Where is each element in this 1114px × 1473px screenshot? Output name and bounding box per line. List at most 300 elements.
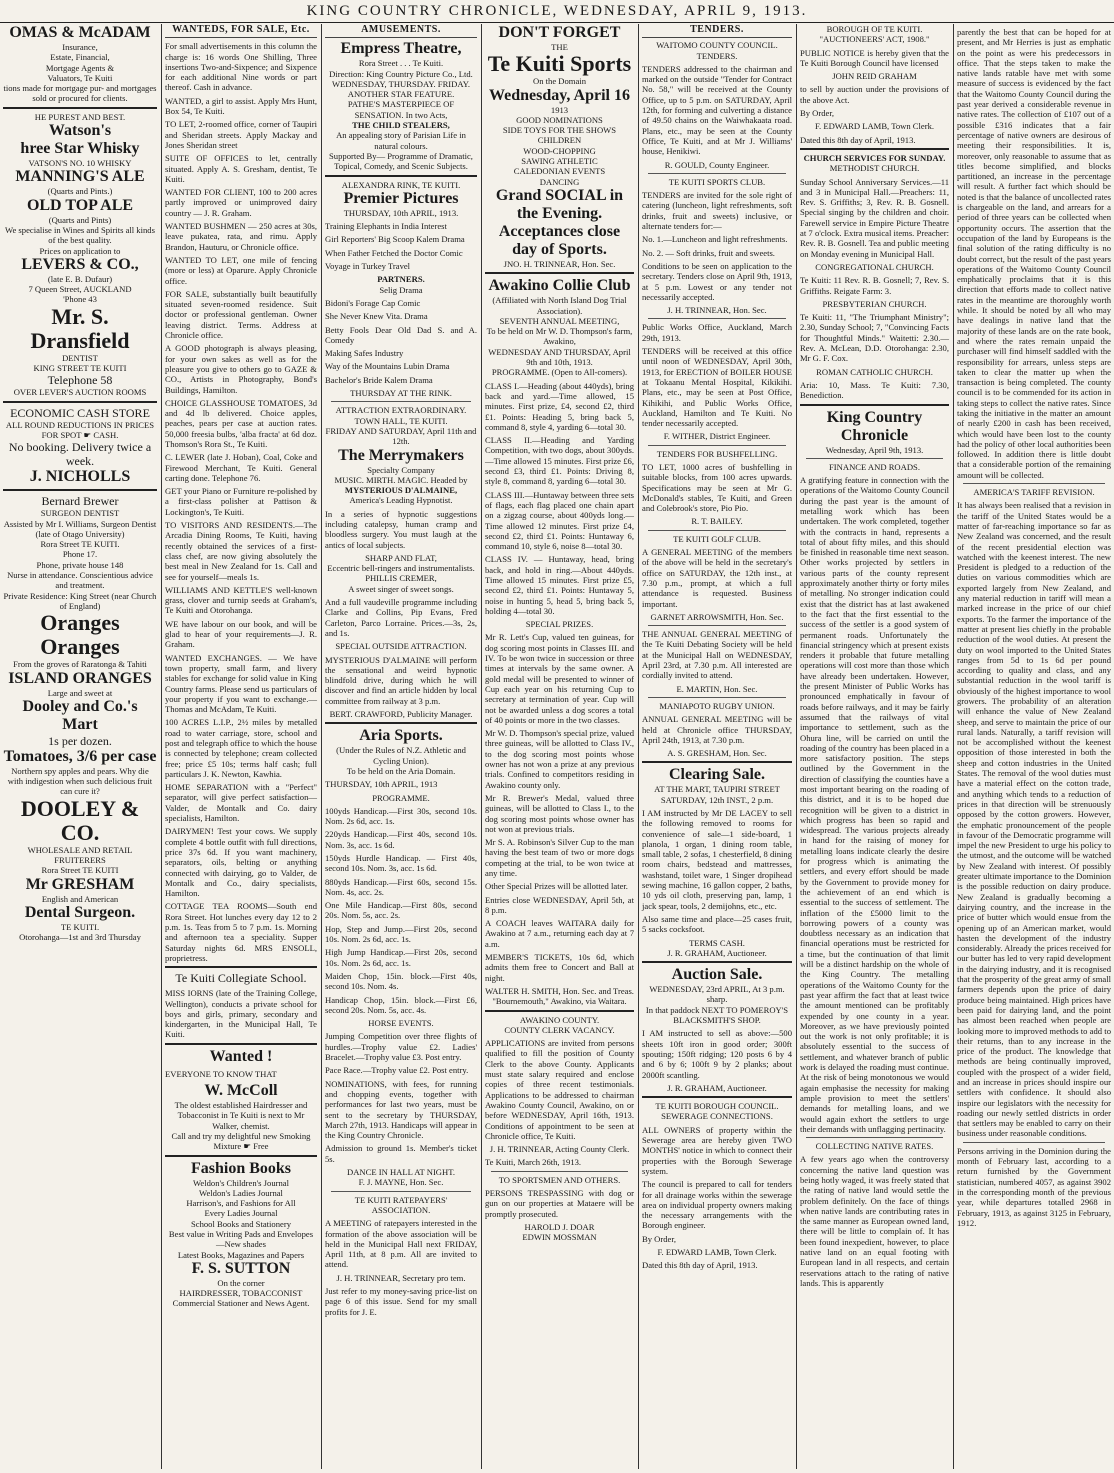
text-line: TE KUITI GOLF CLUB. — [673, 533, 761, 544]
text-line: Phone, private house 148 — [36, 559, 124, 570]
headline: Dooley and Co.'s Mart — [22, 697, 138, 733]
notice-text: WILLIAMS AND KETTLE'S well-known grass, clover and turnip seeds at Graham's, Te Kuiti and Otorohanga. — [165, 584, 317, 616]
notice-text: MYSTERIOUS D'ALMAINE will perform the sensational and weird hypnotic blindfold drive, during which he will discover and find an article hidden by local committee from railway at 3 p.m. — [325, 654, 477, 706]
text-line: AWAKINO COUNTY. — [519, 1014, 600, 1025]
headline: Clearing Sale. — [669, 766, 765, 784]
headline: OMAS & McADAM — [9, 24, 151, 41]
notice-text: A few years ago when the controversy concerning the native land question was being hotly waged, it was freely stated that the rating of native land would settle the problem definitely. On the face of things when native lands are contributing rates in the same manner as European owned land, there will be little to complain of. It has been found inexpedient, however, to place native land on an equal footing with European land in all respects, and certain reservations attach to the rating of native lands. This is apparently — [800, 1154, 949, 1288]
text-line: Private Residence: King Street (near Church of England) — [3, 590, 157, 611]
rule-divider — [648, 625, 786, 626]
text-line: PHILLIS CREMER, — [365, 573, 437, 584]
notice-text: EVERYONE TO KNOW THAT — [165, 1068, 277, 1079]
text-line: 1913 — [550, 104, 569, 115]
text-line: (Quarts and Pints.) — [47, 186, 113, 197]
text-line: WEDNESDAY, 23rd APRIL, At 3 p.m. sharp. — [649, 984, 785, 1005]
rule-divider — [3, 401, 157, 403]
notice-text: WE have labour on our book, and will be glad to hear of your requirements—J. R. Graham. — [165, 618, 317, 650]
text-line: Specialty Company — [367, 464, 435, 475]
notice-text: Te Kuiti, March 26th, 1913. — [485, 1157, 582, 1168]
text-line: PROGRAMME. (Open to All-comers). — [491, 367, 628, 378]
text-line: HORSE EVENTS. — [368, 1018, 434, 1029]
headline: OLD TOP ALE — [26, 196, 134, 214]
text-line: Eccentric bell-ringers and instrumentalists. — [327, 563, 475, 574]
text-line: DENTIST — [62, 352, 98, 363]
column-6 — [797, 24, 952, 1469]
text-line: E. MARTIN, Hon. Sec. — [676, 683, 758, 694]
headline: Wednesday, April 16 — [489, 86, 630, 104]
notice-text: High Jump Handicap.—First 20s, second 10s. Nom. 2s 6d, acc. 1s. — [325, 947, 477, 968]
text-line: SAWING ATHLETIC — [521, 156, 598, 167]
text-line: Selig Drama — [379, 284, 423, 295]
text-line: EDWIN MOSSMAN — [522, 1232, 597, 1243]
text-line: PARTNERS. — [377, 274, 425, 285]
notice-text: 880yds Handicap.—First 60s, second 15s. Nom. 4s, acc. 2s. — [325, 876, 477, 897]
text-line: Bernard Brewer — [41, 494, 119, 509]
rule-divider — [165, 1155, 317, 1157]
rule-divider — [331, 401, 471, 402]
notice-text: And a full vaudeville programme including Clarke and Collins, Pip Evans, Fred Carleton, Parco Lorraine. Prices.—3s, 2s, and 1s. — [325, 597, 477, 638]
column-5 — [639, 24, 795, 1469]
notice-text: TO LET, 2-roomed office, corner of Taupiri and Sheridan streets. Apply Mackay and Jones Sheridan street — [165, 119, 317, 150]
notice-text: DAIRYMEN! Test your cows. We supply complete 4 bottle outfit with full directions, price 37s 6d. If you want machinery, separators, oils, belting or anything connected with dairying, go to Valder, de Montalk and Co., dairy specialists, Hamilton. — [165, 826, 317, 899]
rule-divider — [491, 1171, 628, 1172]
notice-text: TENDERS will be received at this office until noon of WEDNESDAY, April 30th, 1913, for ERECTION of BOILER HOUSE at Tokaanu Mental Hospital, Kikikihi. Plans, etc., may be seen at Post Office, Kihikihi, and Public Works Office, Auckland, Hamilton and Te Kuiti. No tender necessarily accepted. — [642, 346, 792, 429]
text-line: COUNTY CLERK VACANCY. — [504, 1024, 615, 1035]
text-line: Insurance, — [62, 42, 98, 52]
text-line: Valuators, Te Kuiti — [47, 72, 113, 83]
text-line: To be held on Mr W. D. Thompson's farm, Awakino, — [486, 326, 633, 347]
text-line: ATTRACTION EXTRAORDINARY. — [335, 405, 467, 416]
text-line: METHODIST CHURCH. — [829, 163, 920, 174]
text-line: PROGRAMME. — [372, 792, 430, 803]
notice-text: Bachelor's Bride Kalem Drama — [325, 374, 433, 385]
text-line: MANIAPOTO RUGBY UNION. — [659, 700, 775, 711]
text-line: SPECIAL PRIZES. — [525, 619, 594, 630]
notice-text: Also same time and place—25 cases fruit, 5 sacks cocksfoot. — [642, 913, 792, 935]
rule-divider — [3, 489, 157, 491]
text-line: F. WITHER, District Engineer. — [663, 431, 771, 442]
notice-text: Girl Reporters' Big Scoop Kalem Drama — [325, 234, 465, 245]
text-line: TERMS CASH. — [689, 937, 745, 948]
notice-text: CHOICE GLASSHOUSE TOMATOES, 3d and 4d lb delivered. Choice apples, peaches, pears per case at auction rates. 50,000 freesia bulbs, 'alba fracta' at 6d doz. Thomson's Rora St., Te Kuiti. — [165, 397, 317, 449]
text-line: Nurse in attendance. Conscientious advice and treatment. — [7, 570, 153, 591]
text-line: PRESBYTERIAN CHURCH. — [822, 298, 927, 309]
text-line: Call and try my delightful new Smoking Mixture ☛ Free — [171, 1130, 311, 1152]
text-line: THE — [551, 42, 568, 52]
text-line: Rora Street TE KUITI. — [40, 539, 120, 550]
rule-divider — [963, 1142, 1105, 1143]
text-line: SATURDAY, 12th INST., 2 p.m. — [660, 794, 774, 805]
notice-text: Te Kuiti: 11 Rev. R. B. Gosnell; 7, Rev. S. Griffiths. Reigate Farm: 3. — [800, 275, 949, 296]
text-line: Every Ladies Journal — [204, 1208, 278, 1219]
notice-text: In a series of hypnotic suggestions including catalepsy, human cramp and bloodless surgery. You must laugh at the antics of local subjects. — [325, 508, 477, 550]
column-4 — [482, 24, 637, 1469]
notice-text: By Order, — [642, 1233, 677, 1244]
headline: Empress Theatre, — [340, 40, 462, 58]
notice-text: CLASS III.—Huntaway between three sets of flags, each flag placed one chain apart on a zigzag course, about 400yds long.—Time allowed 12 minutes. First prize £4, second £2, third £1. Points: Huntaway 6, command 10, style 6, noise 8—total 30. — [485, 489, 634, 552]
notice-text: ALL OWNERS of property within the Sewerage area are hereby given TWO MONTHS' notice in which to connect their properties with the Borough Sewerage system. — [642, 1124, 792, 1176]
headline: Awakino Collie Club — [488, 277, 631, 295]
column-3 — [322, 24, 480, 1469]
text-line: ECONOMIC CASH STORE — [10, 405, 150, 420]
text-line: The oldest established Hairdresser and Tobacconist in Te Kuiti is next to Mr Walker, chemist. — [174, 1100, 308, 1131]
notice-text: I AM instructed to sell as above:—500 sheets 10ft iron in good order; 300ft spouting; 150ft ridging; 120 posts 6 by 4 and 6 by 6; 100ft 9 by 2 planks; about 2000ft scantling. — [642, 1028, 792, 1080]
notice-text: WANTED, a girl to assist. Apply Mrs Hunt, Box 54, Te Kuiti. — [165, 95, 317, 117]
notice-text: GET your Piano or Furniture re-polished by a first-class polisher at Pattison & Lockington's, Te Kuiti. — [165, 486, 317, 517]
headline: Aria Sports. — [359, 727, 443, 745]
notice-text: Persons arriving in the Dominion during the month of February last, according to a return furnished by the Government statistician, numbered 4057, as against 3902 in the corresponding month of the previous year, while departures totalled 2968 in February, 1913, as against 3125 in February, 1912. — [957, 1145, 1111, 1228]
text-line: WEDNESDAY AND THURSDAY, April 9th and 10th, 1913. — [488, 346, 631, 368]
text-line: TO SPORTSMEN AND OTHERS. — [498, 1174, 621, 1185]
text-line: SHARP AND FLAT, — [365, 552, 437, 563]
notice-text: One Mile Handicap.—First 80s, second 20s. Nom. 5s, acc. 2s. — [325, 900, 477, 921]
notice-text: Pace Race.—Trophy value £2. Post entry. — [325, 1065, 469, 1076]
text-line: CALEDONIAN EVENTS — [513, 166, 606, 177]
text-line: F. EDWARD LAMB, Town Clerk. — [814, 121, 935, 132]
notice-text: Handicap Chop, 15in. block.—First £6, second 20s. Nom. 5s, acc. 4s. — [325, 994, 477, 1015]
notice-text: A GOOD photograph is always pleasing, for your own sakes as well as for the pleasure you give to others go to GAZE & CO., Artists in Photography, Bond's Buildings, Hamilton. — [165, 343, 317, 395]
text-line: A. S. GRESHAM, Hon. Sec. — [667, 748, 767, 759]
masthead: KING COUNTRY CHRONICLE, WEDNESDAY, APRIL 9, 1913. — [0, 0, 1114, 23]
text-line: J. H. TRINNEAR, Acting County Clerk. — [489, 1144, 630, 1155]
text-line: J. R. GRAHAM, Auctioneer. — [667, 947, 767, 958]
notice-text: PERSONS TRESPASSING with dog or gun on our properties at Mataere will be promptly prosecuted. — [485, 1188, 634, 1219]
notice-text: A gratifying feature in connection with the operations of the Waitomo County Council during the past year is the amount of metalling work which has been undertaken. The work completed, together with the contracts in hand, represents a total of about fifty miles, and this should be finished in reasonable time next season. Other works projected by settlers in various parts of the county represent approximately another thirty or forty miles of metalling. No stronger indication could exist that the district has at last awakened to the fact that the first essential to the success of the settler is a good system of permanent roads. Unfortunately the financial stringency which at present exists renders it probable that future metalling operations will cost more than those which have already been undertaken. However, the present Minister of Public Works has pronounced emphatically in favour of roads before railways, and it may be fairly assumed that the railways of vital importance to settlement, such as the Ohura line, will be carried on until the roading of the country has been placed in a more satisfactory position. The steps outlined by the Government in the direction of classifying the counties have a most important bearing on the roading of this district, and it is to be hoped due recognition will be given to a district in which progress has been so rapid and widespread. The various projects already in hand for the raising of money for metalling loans indicate clearly the desire for progress which is animating the settlers, and every effort should be made by the Government to provide money for the achievement of an end which is essential to the success of settlement. The inflation of the £5000 limit to the borrowing powers of a county was doubtless necessary as an indication that financial operations must be restricted for a time, but the continuation of that limit will be a distinct hardship on the whole of the King Country. The metalling operations of the Waitomo County for the past year affirm the fact that at least twice the amount mentioned can be profitably expended by one county in a year. Moreover, as we have previously pointed out the work is not only profitable; it is absolutely essential to the success of settlement, and whatever branch of public work is delayed the roading must continue. At the risk of being monotonous we would again emphasise the necessity for making ample provision to meet the settlers' demands for metalling loans, and we would again exhort the settlers to urge their demands with unflagging pertinacity. — [800, 475, 949, 1134]
notice-text: MISS IORNS (late of the Training College, Wellington), conducts a private school for boys and girls, primary, secondary and kindergarten, in the Municipal Hall, Te Kuiti. — [165, 988, 317, 1040]
headline: J. NICHOLLS — [29, 468, 131, 486]
text-line: SIDE TOYS FOR THE SHOWS CHILDREN — [502, 125, 617, 146]
text-line: TENDERS. — [696, 50, 738, 61]
headline: King Country Chronicle — [826, 408, 923, 444]
headline: W. McColl — [204, 1082, 278, 1100]
notice-text: It has always been realised that a revision in the tariff of the United States would be a matter of far-reaching importance so far as New Zealand was concerned, and the result of the recent presidential election was watched with the keenest interest. The new President is pledged to a reduction of the duties on various commodities which are exported largely from New Zealand, and any material reduction in tariff will mean a marked increase in the price of our chief exports. To the farmer the importance of the matter at present lies chiefly in the probable reduction of the wool duties. At present the duty on wool imported to the United States ranges from 5d to 1s 6d per pound according to quality and class, and any substantial reduction in the wool tariff is obviously of the highest importance to wool growers. The probability of an alteration will enhance the value of New Zealand sheep, and serve to maintain the price of our rural lands. Naturally, a tariff revision will not be accomplished without the keenest opposition of those interested in both the sheep and cotton industries in the United States. The removal of the wool duties must have a material effect on the cotton trade, and anything which tends to a reduction of prices in that direction will be strenuously opposed by the cotton growers. However, the emphatic pronouncement of the people in favour of the Democratic programme will impel the new President to urge his policy to the utmost, and the outcome will be watched by New Zealand with interest. Of possibly greater ultimate importance to the Dominion is the possible reduction on dairy produce. New Zealand is gradually becoming a dairying country, and the increase in the price of butter which would ensue from the opening up of an American market, would hasten the development of the industry considerably. Already the prices received for our butter has led to very rapid development in the dairying industry, and it is recognised that the prosperity of the great army of small farmers depends upon the price of dairy produce being maintained. High prices have been paid for dairying land, and the point has almost been reached when people are looking more to improved methods to add to their returns, than to any increase in the price of the product. The knowledge that methods are being continually improved, coupled with the prospect of a wider field, and an increase in prices should inspire our settlers with confidence. It should also inspire our legislators with the necessity for roading our newly settled districts in order that settlers may be enabled to carry on their business under reasonable conditions. — [957, 500, 1111, 1139]
text-line: Large and sweet at — [47, 687, 113, 698]
text-line: ALEXANDRA RINK, TE KUITI. — [341, 179, 461, 190]
notice-text: Maiden Chop, 15in. block.—First 40s, second 10s. Nom. 4s. — [325, 970, 477, 992]
text-line: Phone 17. — [62, 549, 98, 560]
rule-divider — [648, 318, 786, 319]
text-line: SEVENTH ANNUAL MEETING, — [499, 315, 620, 326]
rule-divider — [642, 761, 792, 763]
text-line: F. J. MAYNE, Hon. Sec. — [358, 1177, 444, 1188]
notice-text: C. LEWER (late J. Hoban), Coal, Coke and Firewood Merchant, Te Kuiti. General carting done. Telephone 76. — [165, 452, 317, 483]
notice-text: Hop, Step and Jump.—First 20s, second 10s. Nom. 2s 6d, acc. 1s. — [325, 923, 477, 945]
headline: LEVERS & CO., — [21, 255, 139, 273]
notice-text: Voyage in Turkey Travel — [325, 261, 411, 272]
text-line: HE PUREST AND BEST. — [34, 111, 126, 122]
notice-text: A MEETING of ratepayers interested in the formation of the above association will be held in the Municipal Hall next FRIDAY, April 11th, at 8 p.m. All are invited to attend. — [325, 1218, 477, 1270]
notice-text: WANTED FOR CLIENT, 100 to 200 acres partly improved or unimproved dairy country — J. R. Graham. — [165, 187, 317, 218]
text-line: HAROLD J. DOAR — [524, 1221, 595, 1232]
notice-text: Sunday School Anniversary Services.—11 and 3 in Municipal Hall.—Preachers: 11, Rev. S. Griffiths; 3, Rev. R. B. Gosnell. Special singing by the children and choir. Farewell service in Empire Picture Theatre at 7 o'clock. Extra musical items. Preacher: Rev. R. B. Gosnell. Tea and public meeting on Monday evening in Municipal Hall. — [800, 176, 949, 259]
notice-text: HOME SEPARATION with a "Perfect" separator, will give perfect satisfaction—Valder, de Montalk and Co. dairy specialists, Hamilton. — [165, 782, 317, 824]
text-line: Best value in Writing Pads and Envelopes—New shades — [168, 1228, 314, 1250]
notice-text: Jumping Competition over three flights of hurdles.—Trophy value £2. Ladies' Bracelet.—Trophy value £3. Post entry. — [325, 1031, 477, 1063]
rule-divider — [648, 530, 786, 531]
text-line: MUSIC. MIRTH. MAGIC. Headed by — [334, 474, 468, 485]
text-line: CONGREGATIONAL CHURCH. — [815, 261, 934, 272]
headline: DON'T FORGET — [498, 24, 621, 41]
notice-text: Mr R. Lett's Cup, valued ten guineas, for dog scoring most points in Classes III. and IV. To be won twice in succession or three times at intervals by the same owner. A gold medal will be presented to winner of Cup each year on his returning Cup to secretary at termination of year. Cup will not be awarded unless a dog scores a total of 40 points or more in the two classes. — [485, 632, 634, 725]
headline: Wanted ! — [209, 1047, 273, 1065]
text-line: Estate, Financial, — [50, 52, 110, 63]
text-line: On the corner — [217, 1277, 265, 1288]
column-7 — [954, 24, 1114, 1469]
headline: Te Kuiti Sports — [487, 51, 632, 77]
text-line: Commercial Stationer and News Agent. — [172, 1298, 310, 1309]
text-line: R. GOULD, County Engineer. — [664, 159, 770, 170]
text-line: MYSTERIOUS D'ALMAINE, — [344, 485, 458, 496]
text-line: Direction: King Country Picture Co., Ltd. — [329, 68, 473, 79]
text-line: A sweet singer of sweet songs. — [348, 583, 454, 594]
text-line: TE KUITI RATEPAYERS' ASSOCIATION. — [354, 1194, 448, 1215]
notice-text: parently the best that can be hoped for at present, and Mr Herries is just as emphatic on the point as were his predecessors in office. That the steps taken to make the native lands ratable have met with some measure of success is evidenced by the fact that the Waitomo County Council during the past year derived a considerable revenue in native rates. The collection of £107 out of a possible £316 indicates that a fair percentage of native owners are desirous of meeting their responsibilities. It is, moreover, only reasonable to assume that as titles become simplified, and blocks partitioned, an increase in the percentage will result. A further fact which should be noted is that the balance of uncollected rates is chargeable on the land, and arrears for a period of three years can be collected when opportunity occurs. The assertion that the occupation of the land by Europeans is the final solution of the rating difficulty is no doubt correct, but the result of the past years operations of the Waitomo County Council emphatically proclaims that it is this direction that efforts made to collect native rates in the meantime are thoroughly worth while. It should be noted by all who may have dealings in native land that the majority of these lands are on the rate book, and where the rates remain unpaid the purchaser will find himself saddled with the responsibility for arrears, unless steps are taken to clear the matter up when the transaction is being completed. The county council is to be commended for its action in taking steps to collect the native rates. Since taking the initiative in the matter an amount of nearly £200 in cash has been received, which would have been lost to the county had the policy of other local authorities been followed. In addition there is little doubt that a considerable portion of the remaining amount will be collected. — [957, 27, 1111, 480]
headline: Premier Pictures — [343, 189, 459, 207]
text-line: BERT. CRAWFORD, Publicity Manager. — [329, 709, 473, 720]
notice-text: TENDERS addressed to the chairman and marked on the outside "Tender for Contract No. 58," will be received at the County Office, up to 5 p.m. on SATURDAY, April 12th, for forming and culverting a distance of 49.50 chains on the Waiwhakaata road. Plans, etc., may be seen at the County Office, Te Kuiti, and at Mr J. Williams' house, Henikiwi. — [642, 63, 792, 157]
notice-text: 100 ACRES L.I.P., 2½ miles by metalled road to water carriage, store, school and post and telegraph office to which the house is connected by telephone; cream collected free; price £5 10s; terms half cash; full particulars J. K. Newton, Kawhia. — [165, 717, 317, 779]
text-line: America's Leading Hypnotist. — [349, 495, 453, 506]
text-line: Weldon's Children's Journal — [193, 1177, 289, 1188]
rule-divider — [800, 404, 949, 406]
notice-text: Te Kuiti: 11, "The Triumphant Ministry"; 2.30, Sunday School; 7, "Convincing Facts for Thoughtful Minds." Waitetti: 2.30.—Rev. A. McLean, D.D. Otorohanga: 2.30, Mr G. F. Cox. — [800, 312, 949, 364]
notice-text: TO VISITORS AND RESIDENTS.—The Arcadia Dining Rooms, Te Kuiti, having recently obtained the services of a first-class chef, are now giving absolutely the best meal in New Zealand for 1s. Call and see for yourself—meals 1s. — [165, 520, 317, 582]
text-line: Rora Street TE KUITI — [41, 865, 119, 876]
notice-text: When Father Fetched the Doctor Comic — [325, 247, 463, 258]
rule-divider — [3, 107, 157, 109]
text-line: In that paddock NEXT TO POMEROY'S BLACKSMITH'S SHOP. — [645, 1004, 789, 1026]
text-line: (late E. B. Dufaur) — [47, 273, 113, 284]
headline: F. S. SUTTON — [191, 1259, 291, 1277]
notice-text: A COACH leaves WAITARA daily for Awakino at 7 a.m., returning each day at 7 a.m. — [485, 918, 634, 949]
text-line: 1s per dozen. — [48, 733, 112, 748]
text-line: FINANCE AND ROADS. — [829, 461, 920, 472]
rule-divider — [642, 961, 792, 963]
text-line: Mortgage Agents & — [45, 62, 115, 73]
text-line: tions made for mortgage pur- and mortgages sold or procured for clients. — [3, 83, 157, 104]
rule-divider — [642, 1096, 792, 1098]
notice-text: Mr S. A. Robinson's Silver Cup to the man having the best team of two or more dogs competing at the trial, to be won twice at any time. — [485, 837, 634, 878]
notice-text: SUITE OF OFFICES to let, centrally situated. Apply A. S. Gresham, dentist, Te Kuiti. — [165, 153, 317, 184]
headline: Mr GRESHAM — [25, 875, 135, 893]
text-line: JNO. H. TRINNEAR, Hon. Sec. — [503, 258, 616, 269]
text-line: TE KUITI BOROUGH COUNCIL. — [655, 1101, 779, 1112]
text-line: DANCE IN HALL AT NIGHT. — [347, 1167, 455, 1178]
section-heading: AMUSEMENTS. — [325, 24, 477, 38]
notice-text: For small advertisements in this column the charge is: 16 words One Shilling, Three insertions Two-and-Sixpence; and Sixpence for each additional Nine words or part thereof. Cash in advance. — [165, 41, 317, 93]
text-line: DANCING — [539, 176, 580, 187]
section-heading: TENDERS. — [642, 24, 792, 38]
column-2 — [162, 24, 320, 1469]
text-line: English and American — [41, 893, 119, 904]
notice-text: WANTED TO LET, one mile of fencing (more or less) at Oparure. Apply Chronicle office. — [165, 254, 317, 286]
text-line: PATHE'S MASTERPIECE OF SENSATION. In two Acts, — [347, 99, 455, 120]
notice-text: MEMBER'S TICKETS, 10s 6d, which admits them free to Concert and Ball at night. — [485, 952, 634, 983]
notice-text: APPLICATIONS are invited from persons qualified to fill the position of County Clerk to the above County. Applicants must state salary required and enclose copies of three recent testimonials. Applications to be addressed to chairman Awakino County Council, Awakino, on or before WEDNESDAY, April 16th, 1913. Conditions of appointment to be seen at Chronicle office, Te Kuiti. — [485, 1038, 634, 1141]
headline: The Merrymakers — [338, 446, 464, 464]
notice-text: By Order, — [800, 108, 835, 119]
text-line: "AUCTIONEERS' ACT, 1908." — [819, 34, 930, 45]
text-line: (Quarts and Pints) — [48, 214, 112, 225]
notice-text: FOR SALE, substantially built beautifully situated seven-roomed residence. Suit doctor or professional gentleman. Owner leaving district. Terms. Address at Chronicle office. — [165, 288, 317, 341]
text-line: Latest Books, Magazines and Papers — [177, 1249, 305, 1260]
rule-divider — [963, 483, 1105, 484]
notice-text: THE ANNUAL GENERAL MEETING of the Te Kuiti Debating Society will be held at the Municipal Hall on WEDNESDAY, April 23rd, at 7.30 p.m. All interested are cordially invited to attend. — [642, 629, 792, 681]
notice-text: TO LET, 1000 acres of bushfelling in suitable blocks, from 100 acres upwards. Specifications may be seen at Mr G. McDonald's stables, Te Kuiti, and Green and Colebrook's store, Pio Pio. — [642, 461, 792, 514]
rule-divider — [648, 697, 786, 698]
text-line: WALTER H. SMITH, Hon. Sec. and Treas. "Bournemouth," Awakino, via Waitara. — [485, 985, 634, 1007]
text-line: 7 Queen Street, AUCKLAND — [28, 284, 132, 295]
text-line: Te Kuiti Collegiate School. — [175, 971, 307, 986]
rule-divider — [325, 722, 477, 724]
text-line: WHOLESALE AND RETAIL FRUITERERS — [27, 844, 133, 865]
text-line: We specialise in Wines and Spirits all kinds of the best quality. — [5, 224, 155, 246]
rule-divider — [485, 1010, 634, 1012]
notice-text: Making Safes Industry — [325, 348, 404, 359]
text-line: AMERICA'S TARIFF REVISION. — [973, 487, 1095, 498]
rule-divider — [331, 1191, 471, 1192]
headline: Auction Sale. — [671, 966, 763, 984]
notice-text: The council is prepared to call for tenders for all drainage works within the sewerage area on individual property owners making the necessary arrangements with the Borough engineer. — [642, 1179, 792, 1231]
text-line: CHURCH SERVICES FOR SUNDAY. — [803, 152, 946, 163]
text-line: GOOD NOMINATIONS — [516, 114, 603, 125]
text-line: OVER LEVER'S AUCTION ROOMS — [13, 387, 147, 398]
notice-text: A GENERAL MEETING of the members of the above will be held in the secretary's office on SATURDAY, the 12th inst., at 7.30 p.m., prompt, at which a full attendance is requested. Business important. — [642, 547, 792, 609]
rule-divider — [806, 458, 943, 459]
rule-divider — [648, 445, 786, 446]
notice-text: Mr W. D. Thompson's special prize, valued three guineas, will be allotted to Class IV., to the dog scoring most points whose owner has not won a prize at any previous trials. Confined to competitors residing in Awakino county only. — [485, 728, 634, 790]
text-line: Wednesday, April 9th, 1913. — [825, 444, 924, 455]
notice-text: Mr R. Brewer's Medal, valued three guineas, will be allotted to Class I., to the dog scoring most points whose owner has not won at previous trials. — [485, 792, 634, 834]
text-line: J. R. GRAHAM, Auctioneer. — [667, 1082, 767, 1093]
headline: Mr. S. Dransfield — [30, 303, 130, 353]
text-line: TE KUITI. — [60, 921, 100, 932]
notice-text: Other Special Prizes will be allotted later. — [485, 881, 628, 892]
notice-text: CLASS I.—Heading (about 440yds), bring back and yard.—Time allowed, 15 minutes. First prize, £4, second £2, third £1. Points: Heading 5, bring back 5, command 8, style 4, yarding 6—total 30. — [485, 380, 634, 432]
text-line: F. EDWARD LAMB, Town Clerk. — [657, 1246, 777, 1257]
headline: Grand SOCIAL in the Evening. — [495, 186, 624, 222]
text-line: VATSON'S NO. 10 WHISKY — [28, 158, 132, 169]
notice-text: WANTED EXCHANGES. — We have town property, small farm, and livery stables for exchange for solid value in King Country farms. Please send us particulars of your property if you want to exchange.—Thomas and McAdam, Te Kuiti. — [165, 652, 317, 715]
rule-divider — [806, 1137, 943, 1138]
text-line: FRIDAY AND SATURDAY, April 11th and 12th. — [325, 425, 477, 447]
text-line: (Under the Rules of N.Z. Athletic and Cycling Union). — [336, 745, 466, 766]
notice-text: 220yds Handicap.—First 40s, second 10s. Nom. 3s, acc. 1s 6d. — [325, 829, 477, 850]
notice-text: Aria: 10, Mass. Te Kuiti: 7.30, Benediction. — [800, 379, 949, 401]
text-line: THURSDAY AT THE RINK. — [350, 388, 452, 399]
notice-text: WANTED BUSHMEN — 250 acres at 30s, leave pukatea, rata, and rimu. Apply Brandon, Hauturu, or Chronicle office. — [165, 221, 317, 252]
rule-divider — [165, 966, 317, 968]
notice-text: NOMINATIONS, with fees, for running and chopping events, together with performances for last two years, must be sent to the secretary by THURSDAY, March 27th, 1913. Handicaps will appear in the King Country Chronicle. — [325, 1078, 477, 1141]
notice-text: to sell by auction under the provisions of the above Act. — [800, 84, 949, 105]
text-line: J. H. TRINNEAR, Hon. Sec. — [667, 305, 767, 316]
notice-text: No. 1.—Luncheon and light refreshments. — [642, 234, 788, 245]
text-line: THE CHILD STEALERS, — [352, 120, 450, 131]
notice-text: 150yds Hurdle Handicap. — First 40s, second 10s. Nom. 3s, acc. 1s 6d. — [325, 853, 477, 874]
headline: Tomatoes, 3/6 per case — [3, 747, 157, 765]
text-line: No booking. Delivery twice a week. — [8, 440, 152, 469]
notice-text: No. 2. — Soft drinks, fruit and sweets. — [642, 247, 775, 258]
text-line: SPECIAL OUTSIDE ATTRACTION. — [335, 641, 467, 652]
notice-text: CLASS II.—Heading and Yarding Competition, with two dogs, about 300yds.—Time allowed 15 minutes. First prize £6, second £3, third £1. Points: Driving 8, style 8, command 8, yarding 6—total 30. — [485, 435, 634, 487]
text-line: An appealing story of Parisian Life in natural colours. — [336, 130, 466, 151]
headline: Dental Surgeon. — [24, 903, 136, 921]
notice-text: I AM instructed by Mr DE LACEY to sell the following removed to rooms for convenience of sale—1 side-board, 1 planola, 1 organ, 1 dining room table, small table, 2 sofas, 1 chesterfield, 8 dining room chairs, bedstead and mattresses, washstand, toilet ware, 1 Singer dropihead sewing machine, 16 gallon copper, 2 baths, 10 yds oil cloth, preserving pan, lamp, 1 jack spear, tools, 2 demijohns, etc., etc. — [642, 808, 792, 911]
headline: ISLAND ORANGES — [8, 669, 152, 687]
text-line: Rora Street . . . Te Kuiti. — [358, 58, 444, 69]
notice-text: 100yds Handicap.—First 30s, second 10s. Nom. 2s 6d, acc. 1s. — [325, 805, 477, 827]
column-1 — [0, 24, 160, 1469]
notice-text: Just refer to my money-saving price-list on page 6 of this issue. Send for my small profits for J. E. — [325, 1285, 477, 1317]
text-line: KING STREET TE KUITI — [33, 363, 127, 374]
text-line: ANOTHER STAR FEATURE. — [347, 89, 455, 100]
notice-text: Dated this 8th day of April, 1913. — [642, 1260, 758, 1271]
text-line: BOROUGH OF TE KUITI. — [826, 24, 923, 34]
text-line: AT THE MART, TAUPIRI STREET — [654, 784, 780, 795]
headline: Oranges Oranges — [40, 610, 120, 660]
rule-divider — [800, 148, 949, 150]
text-line: Assisted by Mr I. Williams, Surgeon Dentist (late of Otago University) — [3, 518, 157, 539]
notice-text: THURSDAY, 10th APRIL, 1913 — [325, 779, 438, 790]
text-line: School Books and Stationery — [190, 1218, 292, 1229]
text-line: TE KUITI SPORTS CLUB. — [668, 176, 766, 187]
text-line: TOWN HALL, TE KUITI. — [354, 415, 448, 426]
rule-divider — [485, 272, 634, 274]
notice-text: She Never Knew Vita. Drama — [325, 311, 428, 322]
text-line: THURSDAY, 10th APRIL, 1913. — [343, 207, 459, 218]
headline: MANNING'S ALE — [15, 168, 145, 186]
headline: Watson's — [48, 122, 112, 140]
text-line: Supported By— Programme of Dramatic, Topical, Comedy, and Scenic Subjects. — [329, 150, 473, 172]
text-line: J. H. TRINNEAR, Secretary pro tem. — [336, 1272, 466, 1283]
notice-text: Bidoni's Forage Cap Comic — [325, 297, 421, 308]
headline: Acceptances close day of Sports. — [498, 222, 621, 258]
notice-text: CLASS IV. — Huntaway, head, bring back, and hold in ring.—About 440yds. Time allowed 15 minutes. First prize £5, second £2, third £1. Points: Huntaway 5, noise in hunting 5, head 5, bring back 5, holding 4—total 30. — [485, 554, 634, 616]
text-line: Prices on application to — [39, 245, 121, 256]
text-line: WAITOMO COUNTY COUNCIL. — [656, 40, 778, 51]
text-line: Telephone 58 — [47, 373, 113, 388]
rule-divider — [325, 175, 477, 177]
text-line: Northern spy apples and pears. Why die with indigestion when such delicious fruit can cure it? — [7, 765, 153, 797]
notice-text: TENDERS are invited for the sole right of catering (luncheon, light refreshments, soft drinks, fruit and sweets) inclusive, or alternate tenders for:— — [642, 190, 792, 232]
notice-text: Betty Fools Dear Old Dad S. and A. Comedy — [325, 324, 477, 345]
text-line: WEDNESDAY, THURSDAY. FRIDAY. — [331, 78, 471, 89]
section-heading: WANTEDS, FOR SALE, Etc. — [165, 24, 317, 38]
text-line: SURGEON DENTIST — [40, 508, 120, 519]
headline: DOOLEY & CO. — [20, 795, 140, 845]
notice-text: Entries close WEDNESDAY, April 5th, at 8 p.m. — [485, 894, 634, 915]
text-line: Harrison's, and Fashions for All — [186, 1198, 296, 1209]
notice-text: Conditions to be seen on application to the secretary. Tenders close on April 9th, 1913, at 5 p.m. Lowest or any tender not necessarily accepted. — [642, 260, 792, 302]
notice-text: Training Elephants in India Interest — [325, 221, 447, 232]
text-line: HAIRDRESSER, TOBACCONIST — [179, 1288, 303, 1299]
text-line: ALL ROUND REDUCTIONS IN PRICES FOR SPOT ☛ CASH. — [5, 419, 155, 440]
text-line: From the groves of Raratonga & Tahiti — [13, 659, 147, 670]
notice-text: Admission to ground 1s. Member's ticket 5s. — [325, 1143, 477, 1164]
headline: hree Star Whisky — [20, 140, 140, 158]
rule-divider — [648, 173, 786, 174]
text-line: GARNET ARROWSMITH, Hon. Sec. — [650, 611, 784, 622]
text-line: Weldon's Ladies Journal — [199, 1187, 283, 1198]
text-line: TENDERS FOR BUSHFELLING. — [656, 448, 778, 459]
text-line: 'Phone 43 — [63, 294, 97, 305]
text-line: ROMAN CATHOLIC CHURCH. — [816, 366, 933, 377]
text-line: To be held on the Aria Domain. — [346, 765, 456, 776]
headline: Fashion Books — [190, 1159, 292, 1177]
notice-text: ANNUAL GENERAL MEETING will be held at Chronicle office THURSDAY, April 24th, 1913, at 7.30 p.m. — [642, 714, 792, 745]
notice-text: Public Works Office, Auckland, March 29th, 1913. — [642, 322, 792, 343]
text-line: R. T. BAILEY. — [691, 516, 743, 527]
